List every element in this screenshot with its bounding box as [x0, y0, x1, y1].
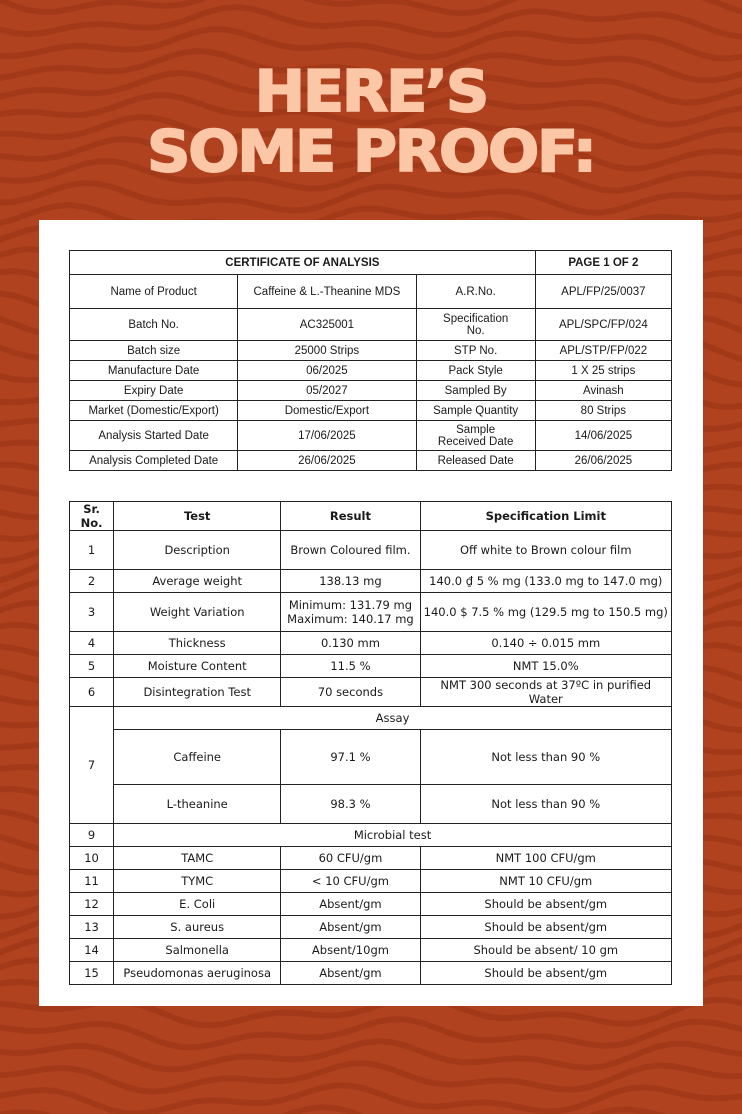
test-name-cell: Thickness	[114, 632, 281, 655]
spec-limit-cell: NMT 100 CFU/gm	[420, 847, 671, 870]
field-value: APL/STP/FP/022	[535, 341, 671, 361]
result-cell: 11.5 %	[281, 655, 420, 678]
field-label: Sample Quantity	[416, 401, 535, 421]
field-value: 26/06/2025	[238, 451, 416, 471]
headline	[0, 58, 742, 186]
test-name-cell: Description	[114, 531, 281, 570]
field-label: Analysis Completed Date	[70, 451, 238, 471]
wave-line	[0, 29, 742, 58]
certificate-row	[70, 309, 672, 341]
certificate-card	[39, 220, 703, 1006]
sr-no-cell: 11	[70, 870, 114, 893]
sr-no-cell: 5	[70, 655, 114, 678]
table-row	[70, 939, 672, 962]
table-row	[70, 916, 672, 939]
spec-limit-cell: Should be absent/gm	[420, 893, 671, 916]
spec-limit-cell: 140.0 ₫ 5 % mg (133.0 mg to 147.0 mg)	[420, 570, 671, 593]
field-label: Released Date	[416, 451, 535, 471]
sr-no-cell: 6	[70, 678, 114, 707]
result-cell: Absent/gm	[281, 962, 420, 985]
result-cell: < 10 CFU/gm	[281, 870, 420, 893]
wave-line	[0, 0, 742, 13]
result-cell: 98.3 %	[281, 785, 420, 824]
result-cell: 70 seconds	[281, 678, 420, 707]
test-name-cell: Average weight	[114, 570, 281, 593]
field-value: APL/FP/25/0037	[535, 275, 671, 309]
spec-limit-cell: NMT 10 CFU/gm	[420, 870, 671, 893]
field-label: A.R.No.	[416, 275, 535, 309]
result-cell: 0.130 mm	[281, 632, 420, 655]
sr-no-cell: 7	[70, 707, 114, 824]
test-name-cell: Salmonella	[114, 939, 281, 962]
field-value: 1 X 25 strips	[535, 361, 671, 381]
field-value: 06/2025	[238, 361, 416, 381]
test-name-cell: Pseudomonas aeruginosa	[114, 962, 281, 985]
header-test: Test	[114, 502, 281, 531]
header-sr-no: Sr. No.	[70, 502, 114, 531]
certificate-row	[70, 401, 672, 421]
table-row	[70, 870, 672, 893]
field-value: AC325001	[238, 309, 416, 341]
result-cell: Brown Coloured film.	[281, 531, 420, 570]
field-value: 17/06/2025	[238, 421, 416, 451]
header-spec-limit: Specification Limit	[420, 502, 671, 531]
field-value: Domestic/Export	[238, 401, 416, 421]
field-label: Analysis Started Date	[70, 421, 238, 451]
assay-row	[70, 785, 672, 824]
field-value: APL/SPC/FP/024	[535, 309, 671, 341]
field-value: Caffeine & L.-Theanine MDS	[238, 275, 416, 309]
spec-limit-cell: 0.140 ÷ 0.015 mm	[420, 632, 671, 655]
field-value: 14/06/2025	[535, 421, 671, 451]
field-label: Specification No.	[416, 309, 535, 341]
result-cell: 60 CFU/gm	[281, 847, 420, 870]
sr-no-cell: 3	[70, 593, 114, 632]
sr-no-cell: 15	[70, 962, 114, 985]
sr-no-cell: 2	[70, 570, 114, 593]
assay-section-label: Assay	[114, 707, 672, 730]
field-label: Sampled By	[416, 381, 535, 401]
certificate-row	[70, 275, 672, 309]
spec-limit-cell: Off white to Brown colour film	[420, 531, 671, 570]
table-row	[70, 570, 672, 593]
field-value: 26/06/2025	[535, 451, 671, 471]
spec-limit-cell: NMT 15.0%	[420, 655, 671, 678]
certificate-header-table	[69, 250, 672, 471]
field-value: 80 Strips	[535, 401, 671, 421]
certificate-title: CERTIFICATE OF ANALYSIS	[70, 251, 536, 275]
spec-limit-cell: Should be absent/gm	[420, 962, 671, 985]
spec-limit-cell: Not less than 90 %	[420, 730, 671, 785]
sr-no-cell: 1	[70, 531, 114, 570]
table-row	[70, 678, 672, 707]
certificate-row	[70, 421, 672, 451]
field-label: Batch No.	[70, 309, 238, 341]
field-label: STP No.	[416, 341, 535, 361]
sr-no-cell: 13	[70, 916, 114, 939]
table-row	[70, 962, 672, 985]
test-name-cell: Caffeine	[114, 730, 281, 785]
sr-no-cell: 9	[70, 824, 114, 847]
table-row	[70, 632, 672, 655]
result-cell: Absent/gm	[281, 916, 420, 939]
table-row	[70, 531, 672, 570]
table-row	[70, 847, 672, 870]
result-cell: Minimum: 131.79 mg Maximum: 140.17 mg	[281, 593, 420, 632]
assay-row	[70, 730, 672, 785]
test-name-cell: TAMC	[114, 847, 281, 870]
table-row	[70, 893, 672, 916]
headline-line-2: SOME PROOF:	[147, 118, 595, 186]
headline-line-1: HERE’S	[254, 58, 488, 126]
field-label: Sample Received Date	[416, 421, 535, 451]
assay-header-row	[70, 707, 672, 730]
table-row	[70, 593, 672, 632]
field-label: Pack Style	[416, 361, 535, 381]
field-label: Batch size	[70, 341, 238, 361]
test-name-cell: Moisture Content	[114, 655, 281, 678]
test-name-cell: L-theanine	[114, 785, 281, 824]
wave-line	[0, 7, 742, 36]
field-value: 25000 Strips	[238, 341, 416, 361]
field-label: Market (Domestic/Export)	[70, 401, 238, 421]
page-indicator: PAGE 1 OF 2	[535, 251, 671, 275]
result-cell: 97.1 %	[281, 730, 420, 785]
spec-limit-cell: NMT 300 seconds at 37ºC in purified Water	[420, 678, 671, 707]
result-cell: Absent/10gm	[281, 939, 420, 962]
microbial-section-label: Microbial test	[114, 824, 672, 847]
certificate-row	[70, 381, 672, 401]
spec-limit-cell: Should be absent/gm	[420, 916, 671, 939]
certificate-row	[70, 341, 672, 361]
sr-no-cell: 14	[70, 939, 114, 962]
result-cell: 138.13 mg	[281, 570, 420, 593]
sr-no-cell: 10	[70, 847, 114, 870]
certificate-row	[70, 451, 672, 471]
test-name-cell: S. aureus	[114, 916, 281, 939]
result-cell: Absent/gm	[281, 893, 420, 916]
sr-no-cell: 4	[70, 632, 114, 655]
sr-no-cell: 12	[70, 893, 114, 916]
microbial-header-row	[70, 824, 672, 847]
header-result: Result	[281, 502, 420, 531]
field-label: Manufacture Date	[70, 361, 238, 381]
test-name-cell: TYMC	[114, 870, 281, 893]
spec-limit-cell: 140.0 $ 7.5 % mg (129.5 mg to 150.5 mg)	[420, 593, 671, 632]
field-value: Avinash	[535, 381, 671, 401]
spec-limit-cell: Should be absent/ 10 gm	[420, 939, 671, 962]
table-row	[70, 655, 672, 678]
field-value: 05/2027	[238, 381, 416, 401]
test-name-cell: Disintegration Test	[114, 678, 281, 707]
certificate-row	[70, 361, 672, 381]
test-name-cell: E. Coli	[114, 893, 281, 916]
spec-limit-cell: Not less than 90 %	[420, 785, 671, 824]
test-results-table	[69, 501, 672, 985]
field-label: Name of Product	[70, 275, 238, 309]
test-header-row	[70, 502, 672, 531]
test-name-cell: Weight Variation	[114, 593, 281, 632]
field-label: Expiry Date	[70, 381, 238, 401]
